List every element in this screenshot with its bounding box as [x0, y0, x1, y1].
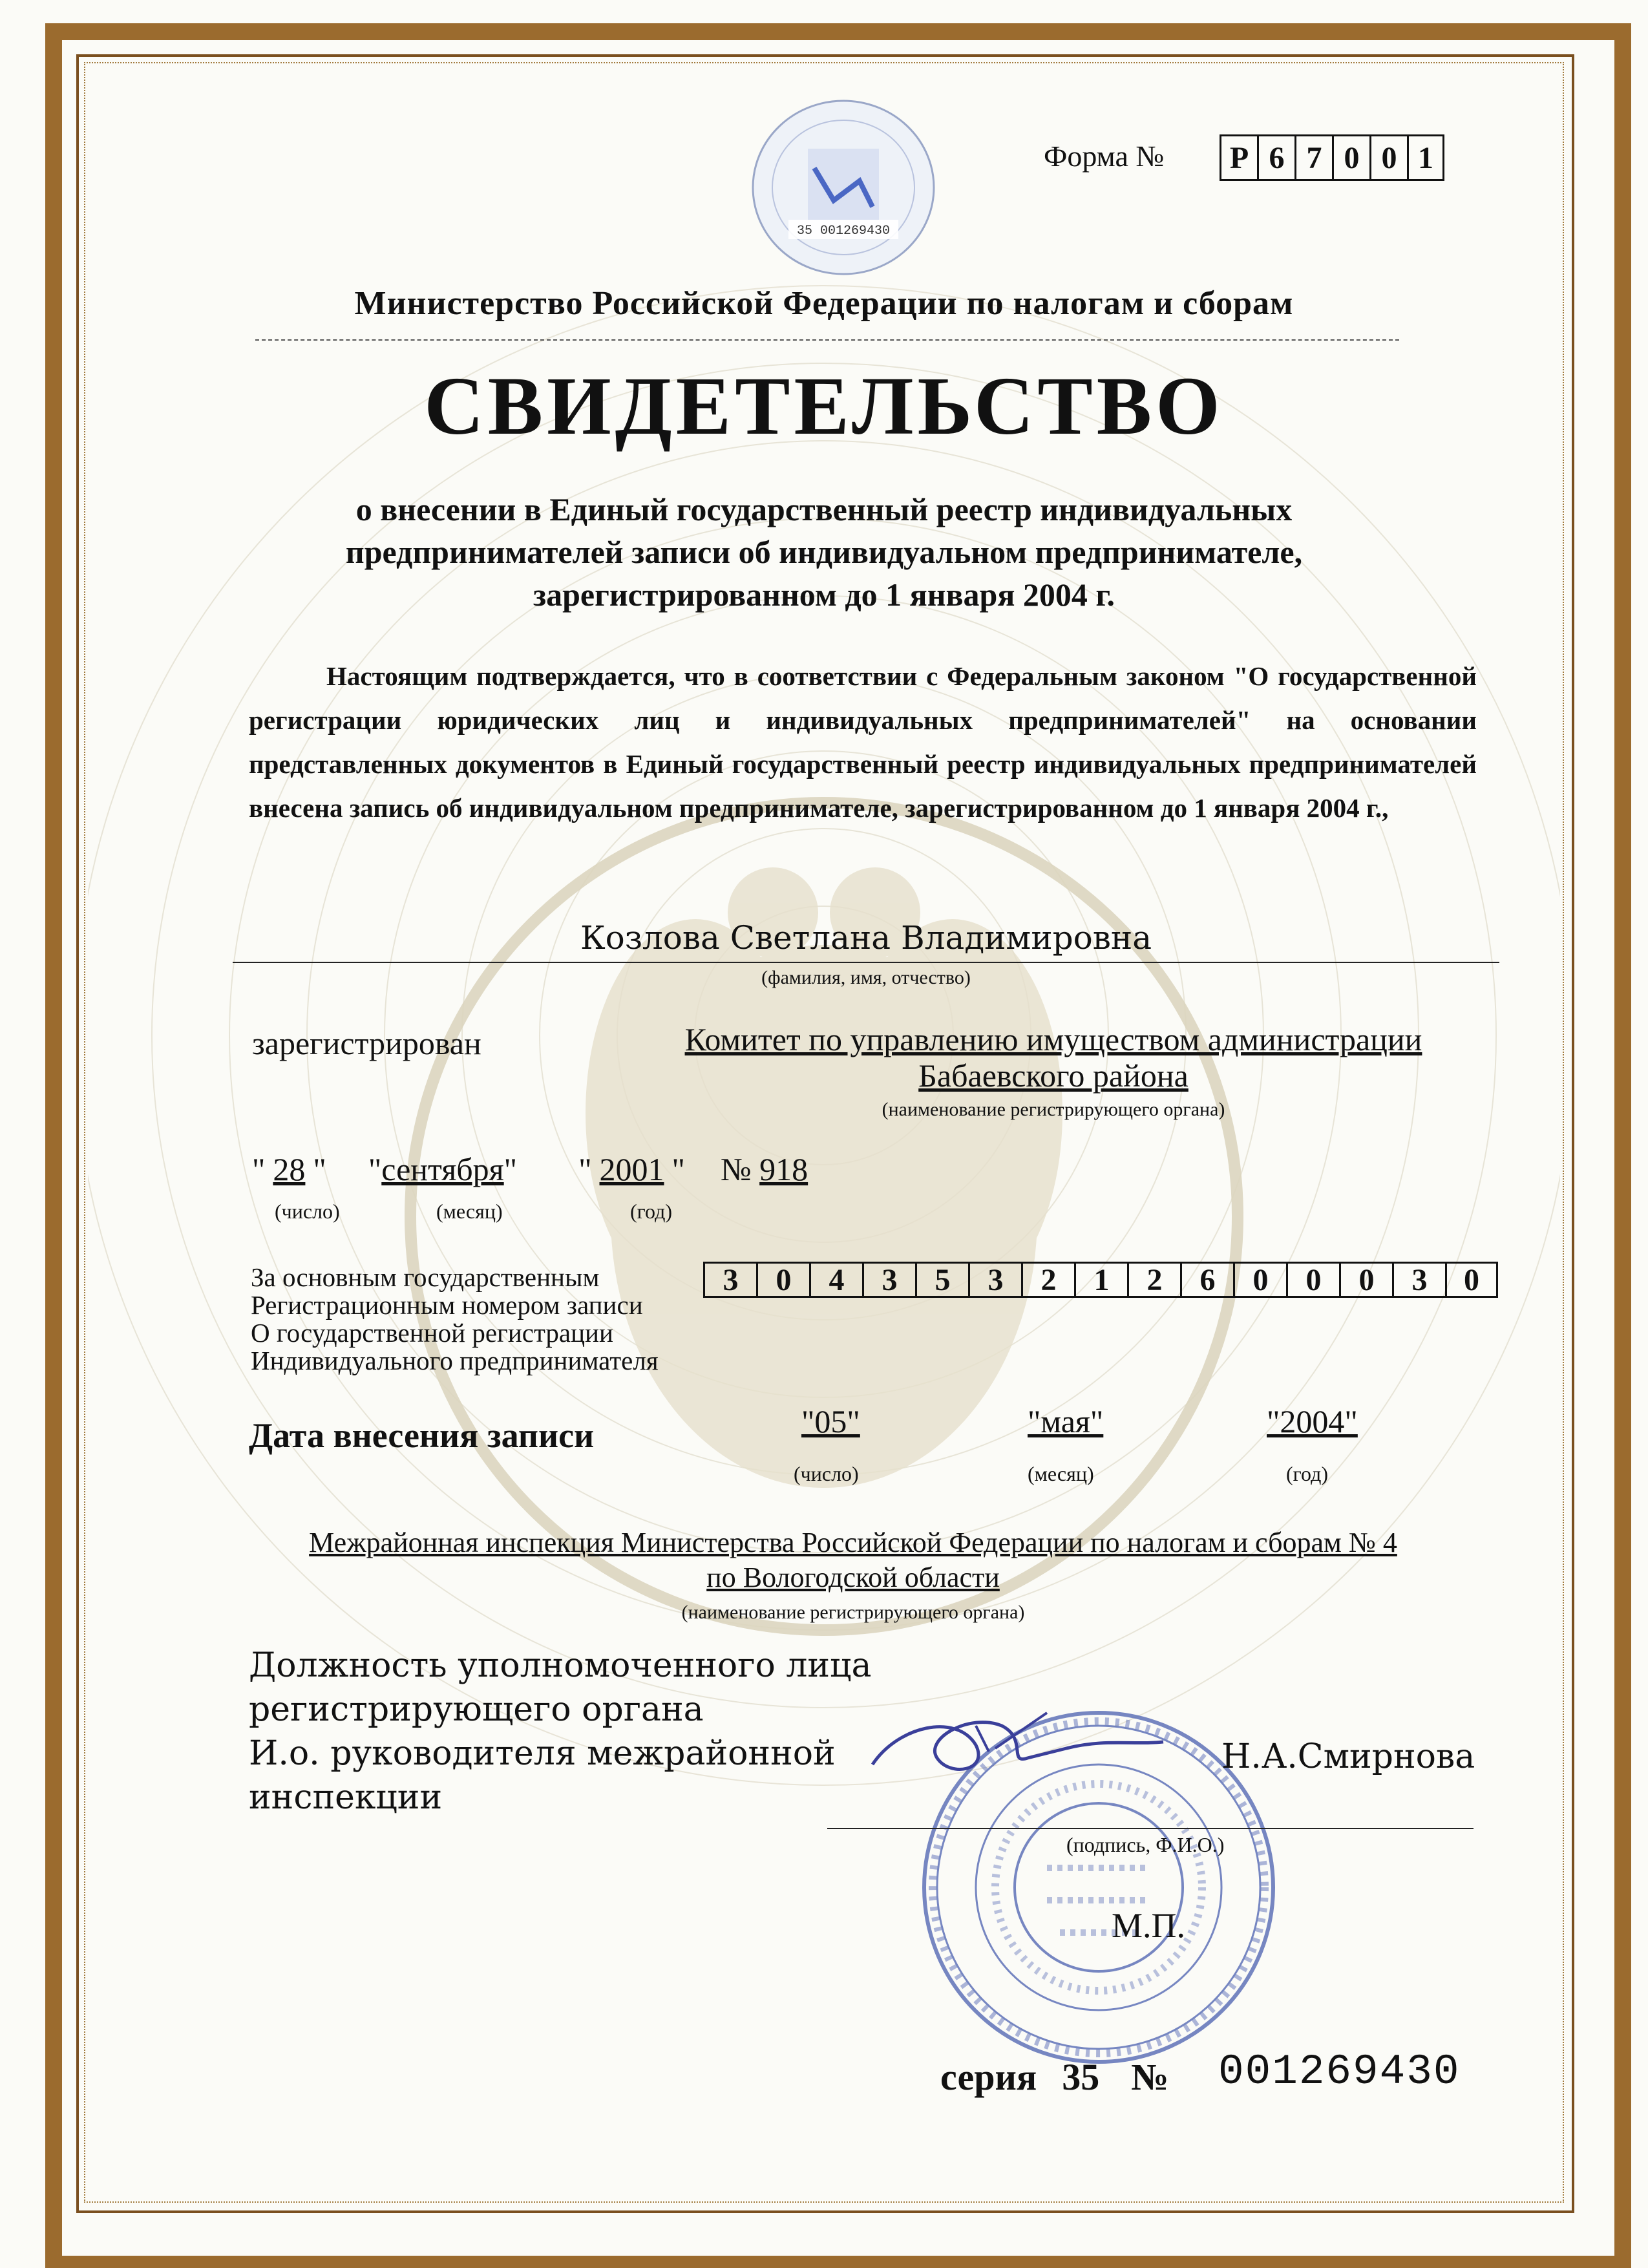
seal-place: М.П.	[1112, 1906, 1186, 1945]
entry-date-label: Дата внесения записи	[249, 1416, 595, 1455]
name-rule	[233, 962, 1499, 963]
subtitle-line: предпринимателей записи об индивидуальном предпринимателе,	[345, 534, 1303, 570]
confirmation-paragraph	[249, 654, 1477, 830]
year-caption: (год)	[630, 1200, 672, 1223]
inspection-caption: (наименование регистрирующего органа)	[681, 1602, 1025, 1623]
subtitle-line: о внесении в Единый государственный реестр индивидуальных	[355, 491, 1293, 527]
signature-caption: (подпись, Ф.И.О.)	[1066, 1833, 1225, 1856]
subtitle-line: зарегистрированном до 1 января 2004 г.	[533, 577, 1115, 613]
authority-caption: (наименование регистрирующего органа)	[882, 1099, 1225, 1120]
series-label: серия	[940, 2056, 1037, 2098]
ogrn-digit: 2	[1127, 1262, 1180, 1298]
inspection-line: Межрайонная инспекция Министерства Российской Федерации по налогам и сборам № 4	[309, 1527, 1397, 1558]
hologram-number: 35 001269430	[796, 224, 891, 238]
ogrn-digit: 4	[809, 1262, 862, 1298]
position-line: И.о. руководителя межрайонной	[249, 1734, 836, 1773]
position-line: регистрирующего органа	[249, 1690, 704, 1729]
entry-day-caption: (число)	[794, 1462, 859, 1485]
form-number-cell: 0	[1332, 134, 1369, 181]
ogrn-digit: 3	[968, 1262, 1021, 1298]
series-number-label: №	[1131, 2056, 1169, 2098]
ogrn-cells	[703, 1262, 1498, 1298]
ogrn-digit: 3	[1392, 1262, 1445, 1298]
ogrn-digit: 0	[1286, 1262, 1339, 1298]
ogrn-digit: 0	[1339, 1262, 1392, 1298]
inspection-line: по Вологодской области	[706, 1562, 1000, 1593]
document-title: СВИДЕТЕЛЬСТВО	[424, 360, 1224, 452]
ogrn-digit: 5	[915, 1262, 968, 1298]
ogrn-digit: 2	[1021, 1262, 1074, 1298]
series-block	[940, 2055, 1169, 2099]
entry-year: "2004"	[1267, 1403, 1358, 1439]
entry-year-caption: (год)	[1286, 1462, 1328, 1485]
certificate-number: 001269430	[1218, 2048, 1461, 2096]
ogrn-label-line: Регистрационным номером записи	[251, 1290, 643, 1320]
signature-rule	[827, 1828, 1474, 1829]
ogrn-label	[251, 1264, 659, 1375]
ministry-name: Министерство Российской Федерации по налогам и сборам	[354, 285, 1294, 322]
form-number-cell: 7	[1294, 134, 1332, 181]
registration-number-label: №	[720, 1151, 752, 1187]
entry-month: "мая"	[1028, 1403, 1104, 1439]
form-number-cell: 6	[1257, 134, 1294, 181]
name-caption: (фамилия, имя, отчество)	[761, 967, 971, 988]
authority-line: Комитет по управлению имуществом администрации	[684, 1021, 1422, 1057]
position-line: инспекции	[249, 1778, 443, 1817]
ogrn-digit: 0	[1445, 1262, 1498, 1298]
entry-day: "05"	[801, 1403, 860, 1439]
signatory-position	[249, 1644, 871, 1819]
ogrn-digit: 3	[703, 1262, 756, 1298]
ogrn-digit: 1	[1074, 1262, 1127, 1298]
person-full-name: Козлова Светлана Владимировна	[580, 919, 1152, 957]
inspection-name	[220, 1525, 1486, 1595]
month-caption: (месяц)	[436, 1200, 503, 1223]
document-subtitle	[194, 488, 1454, 616]
position-line: Должность уполномоченного лица	[249, 1646, 872, 1685]
form-label: Форма №	[1044, 140, 1165, 173]
ogrn-label-line: За основным государственным	[251, 1262, 600, 1292]
ogrn-label-line: Индивидуального предпринимателя	[251, 1346, 659, 1375]
day-caption: (число)	[275, 1200, 340, 1223]
form-number-cell: Р	[1220, 134, 1257, 181]
ogrn-digit: 0	[1233, 1262, 1286, 1298]
registered-label: зарегистрирован	[252, 1025, 481, 1061]
ogrn-digit: 3	[862, 1262, 915, 1298]
form-number-cells	[1220, 134, 1444, 181]
ogrn-digit: 0	[756, 1262, 809, 1298]
registration-number: 918	[759, 1151, 808, 1187]
authority-line: Бабаевского района	[918, 1057, 1188, 1094]
series-value: 35	[1062, 2056, 1100, 2098]
ogrn-label-line: О государственной регистрации	[251, 1318, 613, 1348]
ogrn-digit: 6	[1180, 1262, 1233, 1298]
registering-authority	[620, 1021, 1486, 1094]
form-number-cell: 0	[1369, 134, 1407, 181]
signatory-name: Н.А.Смирнова	[1221, 1737, 1475, 1776]
hologram-sticker	[750, 97, 937, 278]
registration-year: 2001	[599, 1151, 664, 1187]
registration-day: 28	[273, 1151, 306, 1187]
entry-month-caption: (месяц)	[1028, 1462, 1094, 1485]
registration-month: сентября	[381, 1151, 504, 1187]
ministry-rule	[255, 339, 1399, 341]
paragraph-text: Настоящим подтверждается, что в соответствии с Федеральным законом "О государственной регистрации юридических лиц и индивидуальных предпринимателей" на основании представленных документов в Единый государственный реестр индивидуальных предпринимателей внесена запись об индивидуальном предпринимателе, зарегистрированном до 1 января 2004 г.,	[249, 661, 1477, 823]
signature	[860, 1687, 1234, 1797]
registration-date: " 28 " "сентября" " 2001 " № 918	[252, 1151, 808, 1187]
form-number-cell: 1	[1407, 134, 1444, 181]
